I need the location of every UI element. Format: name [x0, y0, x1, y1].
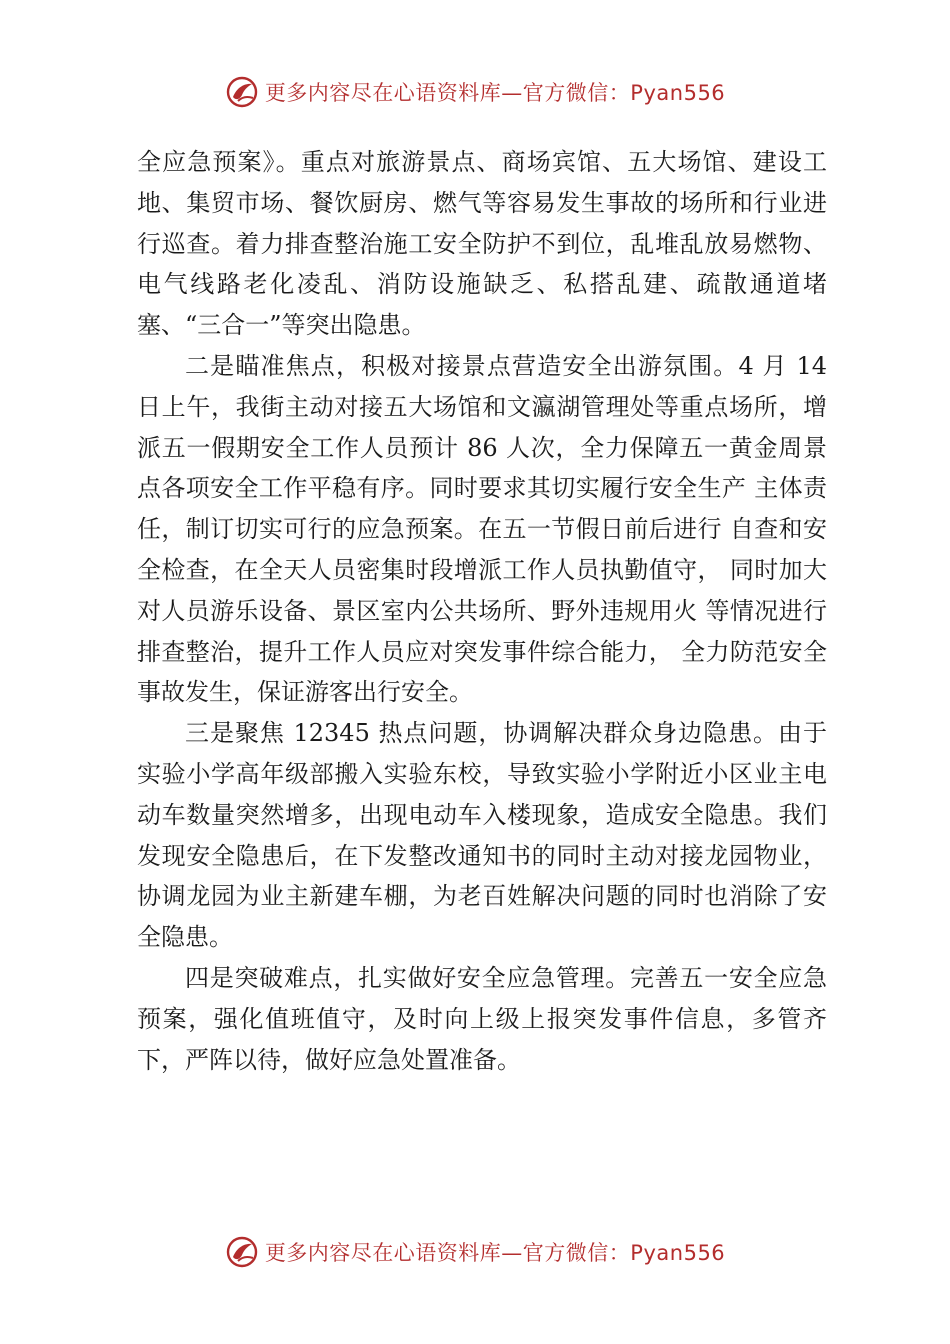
paragraph: 全应急预案》。重点对旅游景点、商场宾馆、五大场馆、建设工地、集贸市场、餐饮厨房、燃气等容易发生事故的场所和行业进行巡查。着力排查整治施工安全防护不到位，乱堆乱放易燃物、电气线路老化凌乱、消防设施缺乏、私搭乱建、疏散通道堵塞、“三合一”等突出隐患。 — [137, 148, 827, 340]
document-body — [137, 142, 827, 1080]
paragraph: 二是瞄准焦点，积极对接景点营造安全出游氛围。4 月 14 日上午，我街主动对接五大场馆和文瀛湖管理处等重点场所，增派五一假期安全工作人员预计 86 人次，全力保障五一黄金周景点各项安全工作平稳有序。同时要求其切实履行安全生产 主体责任，制订切实可行的应急预案。在五一节假日前后进行 自查和安全检查，在全天人员密集时段增派工作人员执勤值守， 同时加大对人员游乐设备、景区室内公共场所、野外违规用火 等情况进行排查整治，提升工作人员应对突发事件综合能力， 全力防范安全事故发生，保证游客出行安全。 — [137, 351, 827, 707]
phoenix-logo-icon — [225, 75, 259, 109]
paragraph: 三是聚焦 12345 热点问题，协调解决群众身边隐患。由于实验小学高年级部搬入实验东校，导致实验小学附近小区业主电动车数量突然增多，出现电动车入楼现象，造成安全隐患。我们发现安全隐患后，在下发整改通知书的同时主动对接龙园物业，协调龙园为业主新建车棚，为老百姓解决问题的同时也消除了安全隐患。 — [137, 719, 827, 952]
phoenix-logo-icon — [225, 1235, 259, 1269]
footer-watermark — [0, 1232, 950, 1272]
paragraph: 四是突破难点，扎实做好安全应急管理。完善五一安全应急预案，强化值班值守，及时向上级上报突发事件信息，多管齐下，严阵以待，做好应急处置准备。 — [137, 963, 827, 1074]
header-watermark — [0, 72, 950, 112]
watermark-text: 更多内容尽在心语资料库—官方微信：Pyan556 — [264, 1241, 726, 1265]
watermark-text: 更多内容尽在心语资料库—官方微信：Pyan556 — [264, 81, 726, 105]
